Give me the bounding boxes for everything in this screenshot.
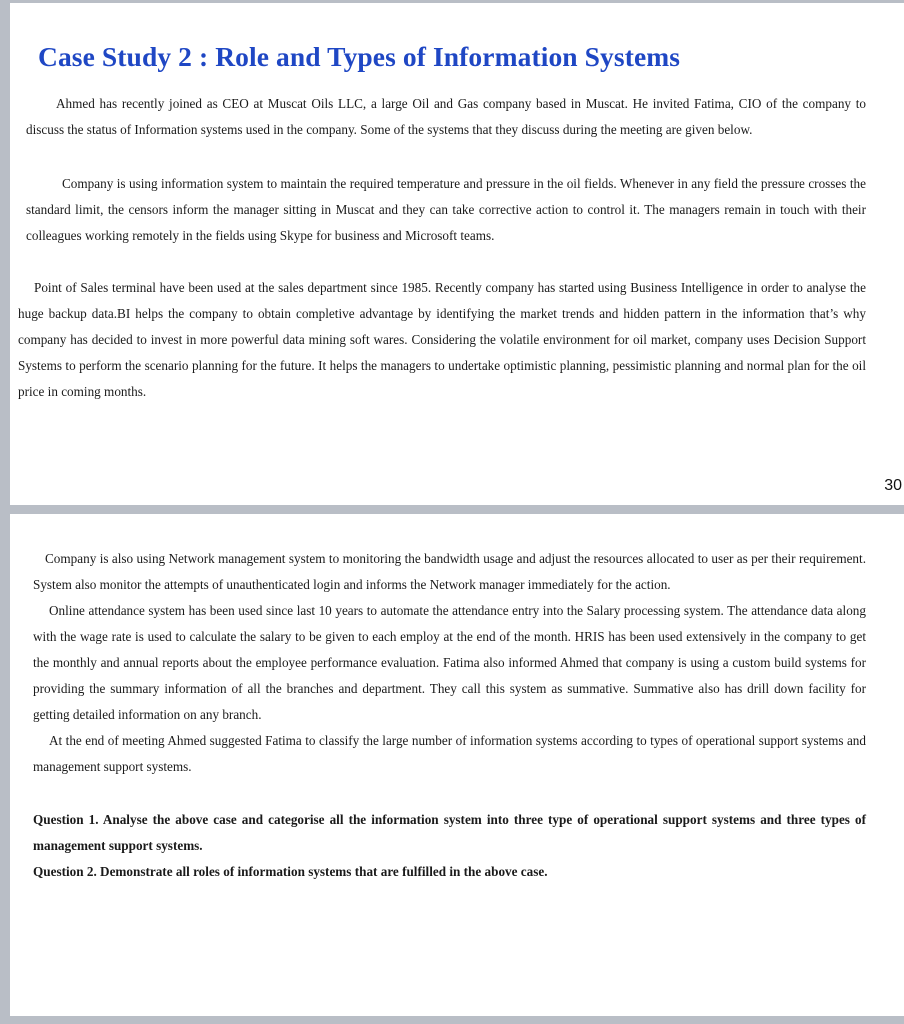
- document-page-2: [10, 514, 904, 1016]
- paragraph-meeting-conclusion: At the end of meeting Ahmed suggested Fatima to classify the large number of information systems according to types of operational support systems and management support systems.: [33, 733, 866, 774]
- paragraph-intro: Ahmed has recently joined as CEO at Muscat Oils LLC, a large Oil and Gas company based in Muscat. He invited Fatima, CIO of the company to discuss the status of Information systems used in the company. Some of the systems that they discuss during the meeting are given below.: [26, 96, 866, 137]
- document-page-1: [10, 3, 904, 505]
- page-number: 30: [884, 477, 902, 494]
- case-study-title: Case Study 2 : Role and Types of Information Systems: [38, 41, 681, 72]
- paragraph-attendance-hris: Online attendance system has been used since last 10 years to automate the attendance entry into the Salary processing system. The attendance data along with the wage rate is used to calculate the salary to be given to each employ at the end of the month. HRIS has been used extensively in the company to get the monthly and annual reports about the employee performance evaluation. Fatima also informed Ahmed that company is using a custom build systems for providing the summary information of all the branches and department. They call this system as summative. Summative also has drill down facility for getting detailed information on any branch.: [33, 603, 866, 722]
- paragraph-sales-bi-dss: Point of Sales terminal have been used at the sales department since 1985. Recently company has started using Business Intelligence in order to analyse the huge backup data.BI helps the company to obtain completive advantage by identifying the market trends and hidden pattern in the information that’s why company has decided to invest in more powerful data mining soft wares. Considering the volatile environment for oil market, company uses Decision Support Systems to perform the scenario planning for the future. It helps the managers to undertake optimistic planning, pessimistic planning and normal plan for the oil price in coming months.: [18, 280, 866, 399]
- paragraph-oil-field-systems: Company is using information system to maintain the required temperature and pressure in the oil fields. Whenever in any field the pressure crosses the standard limit, the censors inform the manager sitting in Muscat and they can take corrective action to control it. The managers remain in touch with their colleagues working remotely in the fields using Skype for business and Microsoft teams.: [26, 176, 866, 243]
- question-1: Question 1. Analyse the above case and categorise all the information system into three type of operational support systems and three types of management support systems.: [33, 812, 866, 853]
- paragraph-network-management: Company is also using Network management system to monitoring the bandwidth usage and adjust the resources allocated to user as per their requirement. System also monitor the attempts of unauthenticated login and informs the Network manager immediately for the action.: [33, 551, 866, 592]
- question-2: Question 2. Demonstrate all roles of information systems that are fulfilled in the above case.: [33, 864, 548, 879]
